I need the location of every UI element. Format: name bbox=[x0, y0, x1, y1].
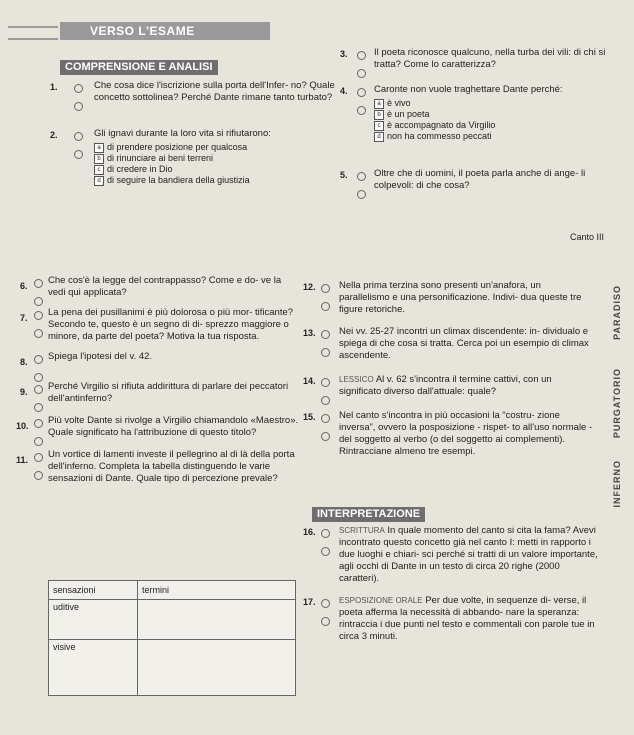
answer-circles[interactable] bbox=[74, 80, 83, 116]
sidebar-inferno: INFERNO bbox=[612, 460, 622, 508]
question-number: 5. bbox=[340, 170, 348, 180]
question-6: 6. Che cos'è la legge del contrappasso? Come e do- ve la vedi qui applicata? bbox=[20, 275, 300, 299]
option-a[interactable]: a di prendere posizione per qualcosa bbox=[94, 142, 345, 153]
sidebar-paradiso: PARADISO bbox=[612, 285, 622, 340]
answer-circles[interactable] bbox=[34, 275, 43, 311]
question-10: 10. Più volte Dante si rivolge a Virgilio chiamandolo «Maestro». Quale significato ha l'attribuzione di questo titolo? bbox=[20, 415, 300, 439]
tag-esposizione-orale: ESPOSIZIONE ORALE bbox=[339, 596, 423, 605]
question-text: Il poeta riconosce qualcuno, nella turba dei vili: di chi si tratta? Come lo caratterizza? bbox=[374, 47, 606, 70]
tag-lessico: LESSICO bbox=[339, 375, 374, 384]
table-cell: visive bbox=[49, 640, 138, 696]
answer-circles[interactable] bbox=[321, 374, 330, 410]
answer-circles[interactable] bbox=[321, 410, 330, 446]
question-7: 7. La pena dei pusillanimi è più dolorosa o più mor- tificante? Secondo te, questo è un segno di di- sprezzo maggiore o minore, da parte del poeta? Motiva la tua risposta. bbox=[20, 307, 294, 342]
option-b[interactable]: b è un poeta bbox=[374, 109, 610, 120]
question-text: Che cosa dice l'iscrizione sulla porta dell'Infer- no? Quale concetto sottolinea? Perché Dante rimane tanto turbato? bbox=[94, 80, 335, 103]
question-5 bbox=[340, 168, 625, 192]
table-header: sensazioni bbox=[49, 581, 138, 600]
answer-circles[interactable] bbox=[357, 47, 366, 83]
answer-circles[interactable] bbox=[357, 168, 366, 204]
table-header: termini bbox=[138, 581, 296, 600]
question-11: 11. Un vortice di lamenti investe il pellegrino al di là della porta dell'inferno. Completa la tabella distinguendo le varie sensazioni di Dante. Quale tipo di percezione prevale? bbox=[16, 449, 295, 484]
question-8: 8. Spiega l'ipotesi del v. 42. bbox=[20, 351, 300, 363]
lower-right-column bbox=[303, 280, 593, 470]
question-text: Gli ignavi durante la loro vita si rifiutarono: bbox=[94, 128, 271, 139]
answer-circles[interactable] bbox=[321, 280, 330, 316]
table-cell: uditive bbox=[49, 600, 138, 640]
table-input-cell[interactable] bbox=[138, 640, 296, 696]
question-16: 16. SCRITTURA In quale momento del canto si cita la fama? Avevi incontrato questo concetto già nel canto I: metti in rapporto i due luoghi e chiari- sci perché si tratti di un valore importante, agli occhi di Dante in un testo di circa 20 righe (2000 caratteri). bbox=[303, 525, 598, 584]
answer-circles[interactable] bbox=[357, 84, 366, 120]
answer-circles[interactable] bbox=[34, 381, 43, 417]
question-1 bbox=[50, 80, 345, 104]
question-number: 3. bbox=[340, 49, 348, 59]
question-text: Caronte non vuole traghettare Dante perché: bbox=[374, 84, 563, 95]
question-number: 4. bbox=[340, 86, 348, 96]
lower-left-column bbox=[16, 275, 300, 485]
answer-circles[interactable] bbox=[321, 525, 330, 561]
header-decoration bbox=[8, 26, 58, 40]
question-number: 1. bbox=[50, 82, 58, 92]
answer-circles[interactable] bbox=[321, 326, 330, 362]
option-d[interactable]: d di seguire la bandiera della giustizia bbox=[94, 175, 345, 186]
option-b[interactable]: b di rinunciare ai beni terreni bbox=[94, 153, 345, 164]
tag-scrittura: SCRITTURA bbox=[339, 526, 385, 535]
answer-circles[interactable] bbox=[34, 449, 43, 485]
answer-circles[interactable] bbox=[34, 307, 43, 343]
option-c[interactable]: c è accompagnato da Virgilio bbox=[374, 120, 610, 131]
question-2 bbox=[50, 128, 345, 186]
answer-circles[interactable] bbox=[34, 415, 43, 451]
interpretation-column bbox=[303, 525, 598, 643]
question-12: 12. Nella prima terzina sono presenti un'anafora, un parallelismo e una personificazione. Indivi- dua queste tre figure retoriche. bbox=[303, 280, 582, 315]
table-input-cell[interactable] bbox=[138, 600, 296, 640]
question-15: 15. Nel canto s'incontra in più occasioni la “costru- zione inversa”, ovvero la posposizione - rispet- to all'uso normale - del soggetto al verbo (o del soggetto ai complementi). Rintracciane almeno tre esempi. bbox=[303, 410, 593, 457]
section-comprehension: COMPRENSIONE E ANALISI bbox=[60, 60, 218, 75]
sidebar-purgatorio: PURGATORIO bbox=[612, 368, 622, 439]
sensations-table bbox=[48, 580, 296, 696]
question-number: 2. bbox=[50, 130, 58, 140]
answer-circles[interactable] bbox=[321, 595, 330, 631]
question-4 bbox=[340, 84, 610, 142]
question-13: 13. Nei vv. 25-27 incontri un climax discendente: in- dividualo e spiega di che cosa si tratta. Cerca poi un esempio di climax ascendente. bbox=[303, 326, 589, 361]
option-c[interactable]: c di credere in Dio bbox=[94, 164, 345, 175]
section-interpretation: INTERPRETAZIONE bbox=[312, 507, 425, 522]
question-17: 17. ESPOSIZIONE ORALE Per due volte, in sequenze di- verse, il poeta afferma la necessità di abbando- nare la speranza: rintraccia i due punti nel testo e commentali con parole tue in circa 3 minuti. bbox=[303, 595, 595, 642]
question-9: 9. Perché Virgilio si rifiuta addirittura di parlare dei peccatori dell'antinferno? bbox=[20, 381, 300, 405]
question-3 bbox=[340, 47, 610, 71]
option-a[interactable]: a è vivo bbox=[374, 98, 610, 109]
question-14: 14. LESSICO Al v. 62 s'incontra il termine cattivi, con un significato diverso dall'attuale: quale? bbox=[303, 374, 593, 398]
option-d[interactable]: d non ha commesso peccati bbox=[374, 131, 610, 142]
page-header: VERSO L'ESAME bbox=[60, 22, 270, 40]
question-text: Oltre che di uomini, il poeta parla anche di ange- li colpevoli: di che cosa? bbox=[374, 168, 586, 191]
canto-label: Canto III bbox=[570, 232, 605, 242]
answer-circles[interactable] bbox=[74, 128, 83, 164]
